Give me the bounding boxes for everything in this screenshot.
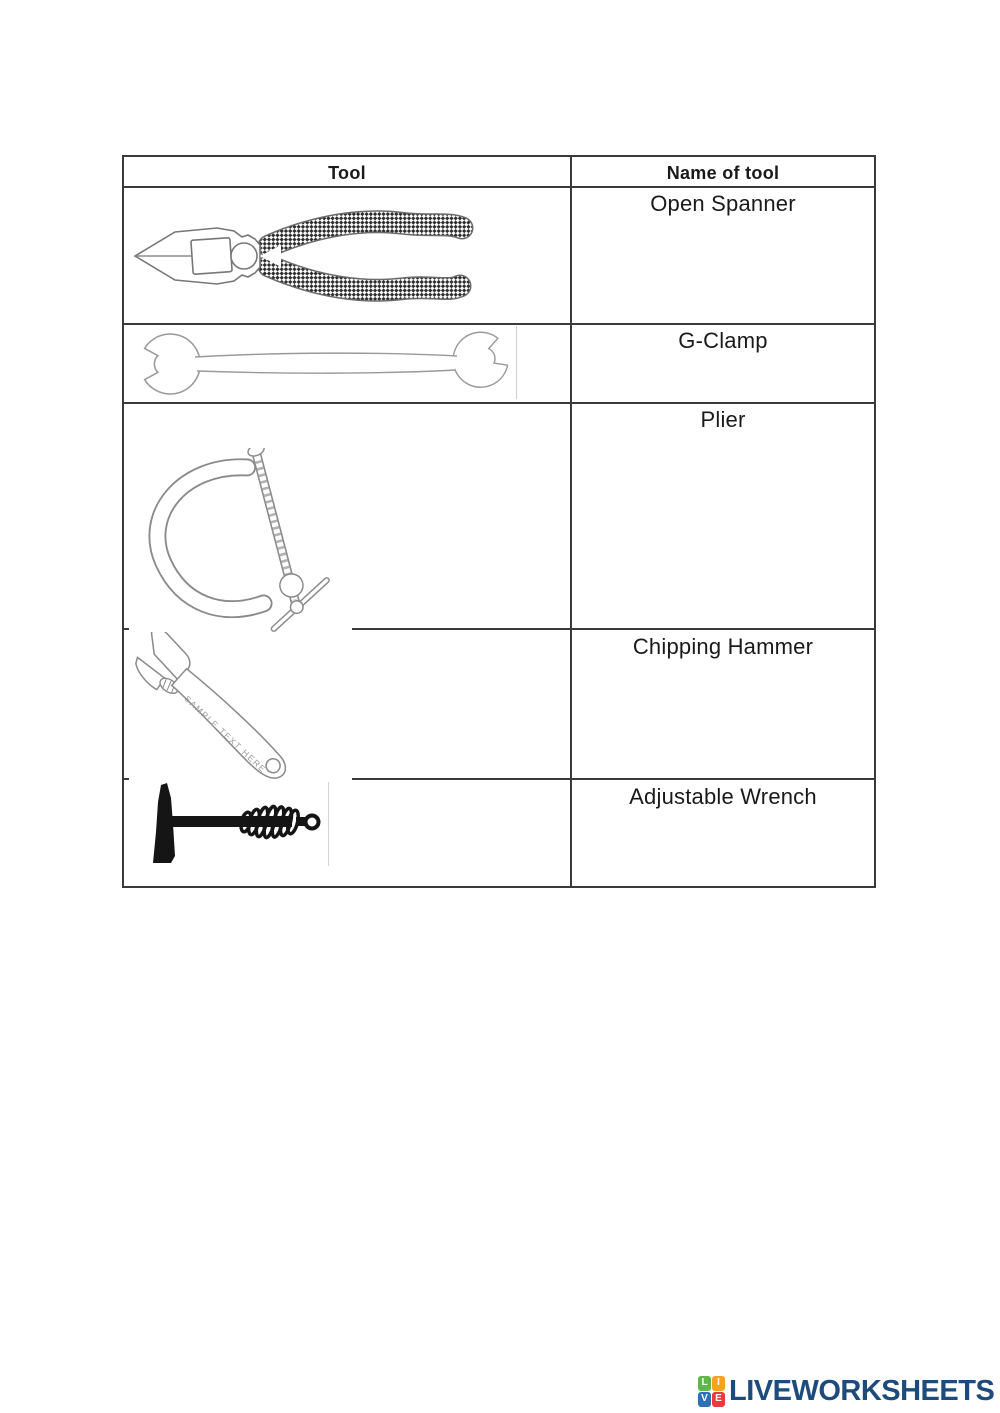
- logo-tile-v: V: [698, 1392, 711, 1407]
- open-spanner-illustration: [133, 326, 517, 399]
- tool-name-label: G-Clamp: [678, 328, 768, 353]
- tools-table: [122, 155, 876, 888]
- logo-tile-l: L: [698, 1376, 711, 1391]
- logo-tile-e: E: [712, 1392, 725, 1407]
- adjustable-wrench-illustration: [129, 632, 352, 781]
- wrench-sample-text: SAMPLE TEXT HERE: [182, 693, 269, 775]
- tool-name-label: Chipping Hammer: [632, 634, 814, 659]
- liveworksheets-logo[interactable]: [698, 1374, 994, 1408]
- table-gridline-header: [124, 186, 874, 188]
- pliers-illustration: [129, 195, 481, 317]
- logo-tile-i: I: [712, 1376, 725, 1391]
- liveworksheets-logo-icon: [698, 1376, 725, 1407]
- chipping-hammer-illustration: [130, 782, 329, 866]
- tool-name-label: Adjustable Wrench: [629, 784, 817, 809]
- tool-name-label: Open Spanner: [650, 191, 796, 216]
- table-gridline-row2: [124, 402, 874, 404]
- table-gridline-row1: [124, 323, 874, 325]
- tool-name-label: Plier: [700, 407, 746, 432]
- table-column-divider: [570, 157, 572, 886]
- liveworksheets-brand-text: LIVEWORKSHEETS: [729, 1374, 995, 1407]
- header-tool: Tool: [328, 163, 366, 183]
- header-name-of-tool: Name of tool: [666, 163, 780, 183]
- g-clamp-illustration: [129, 448, 352, 632]
